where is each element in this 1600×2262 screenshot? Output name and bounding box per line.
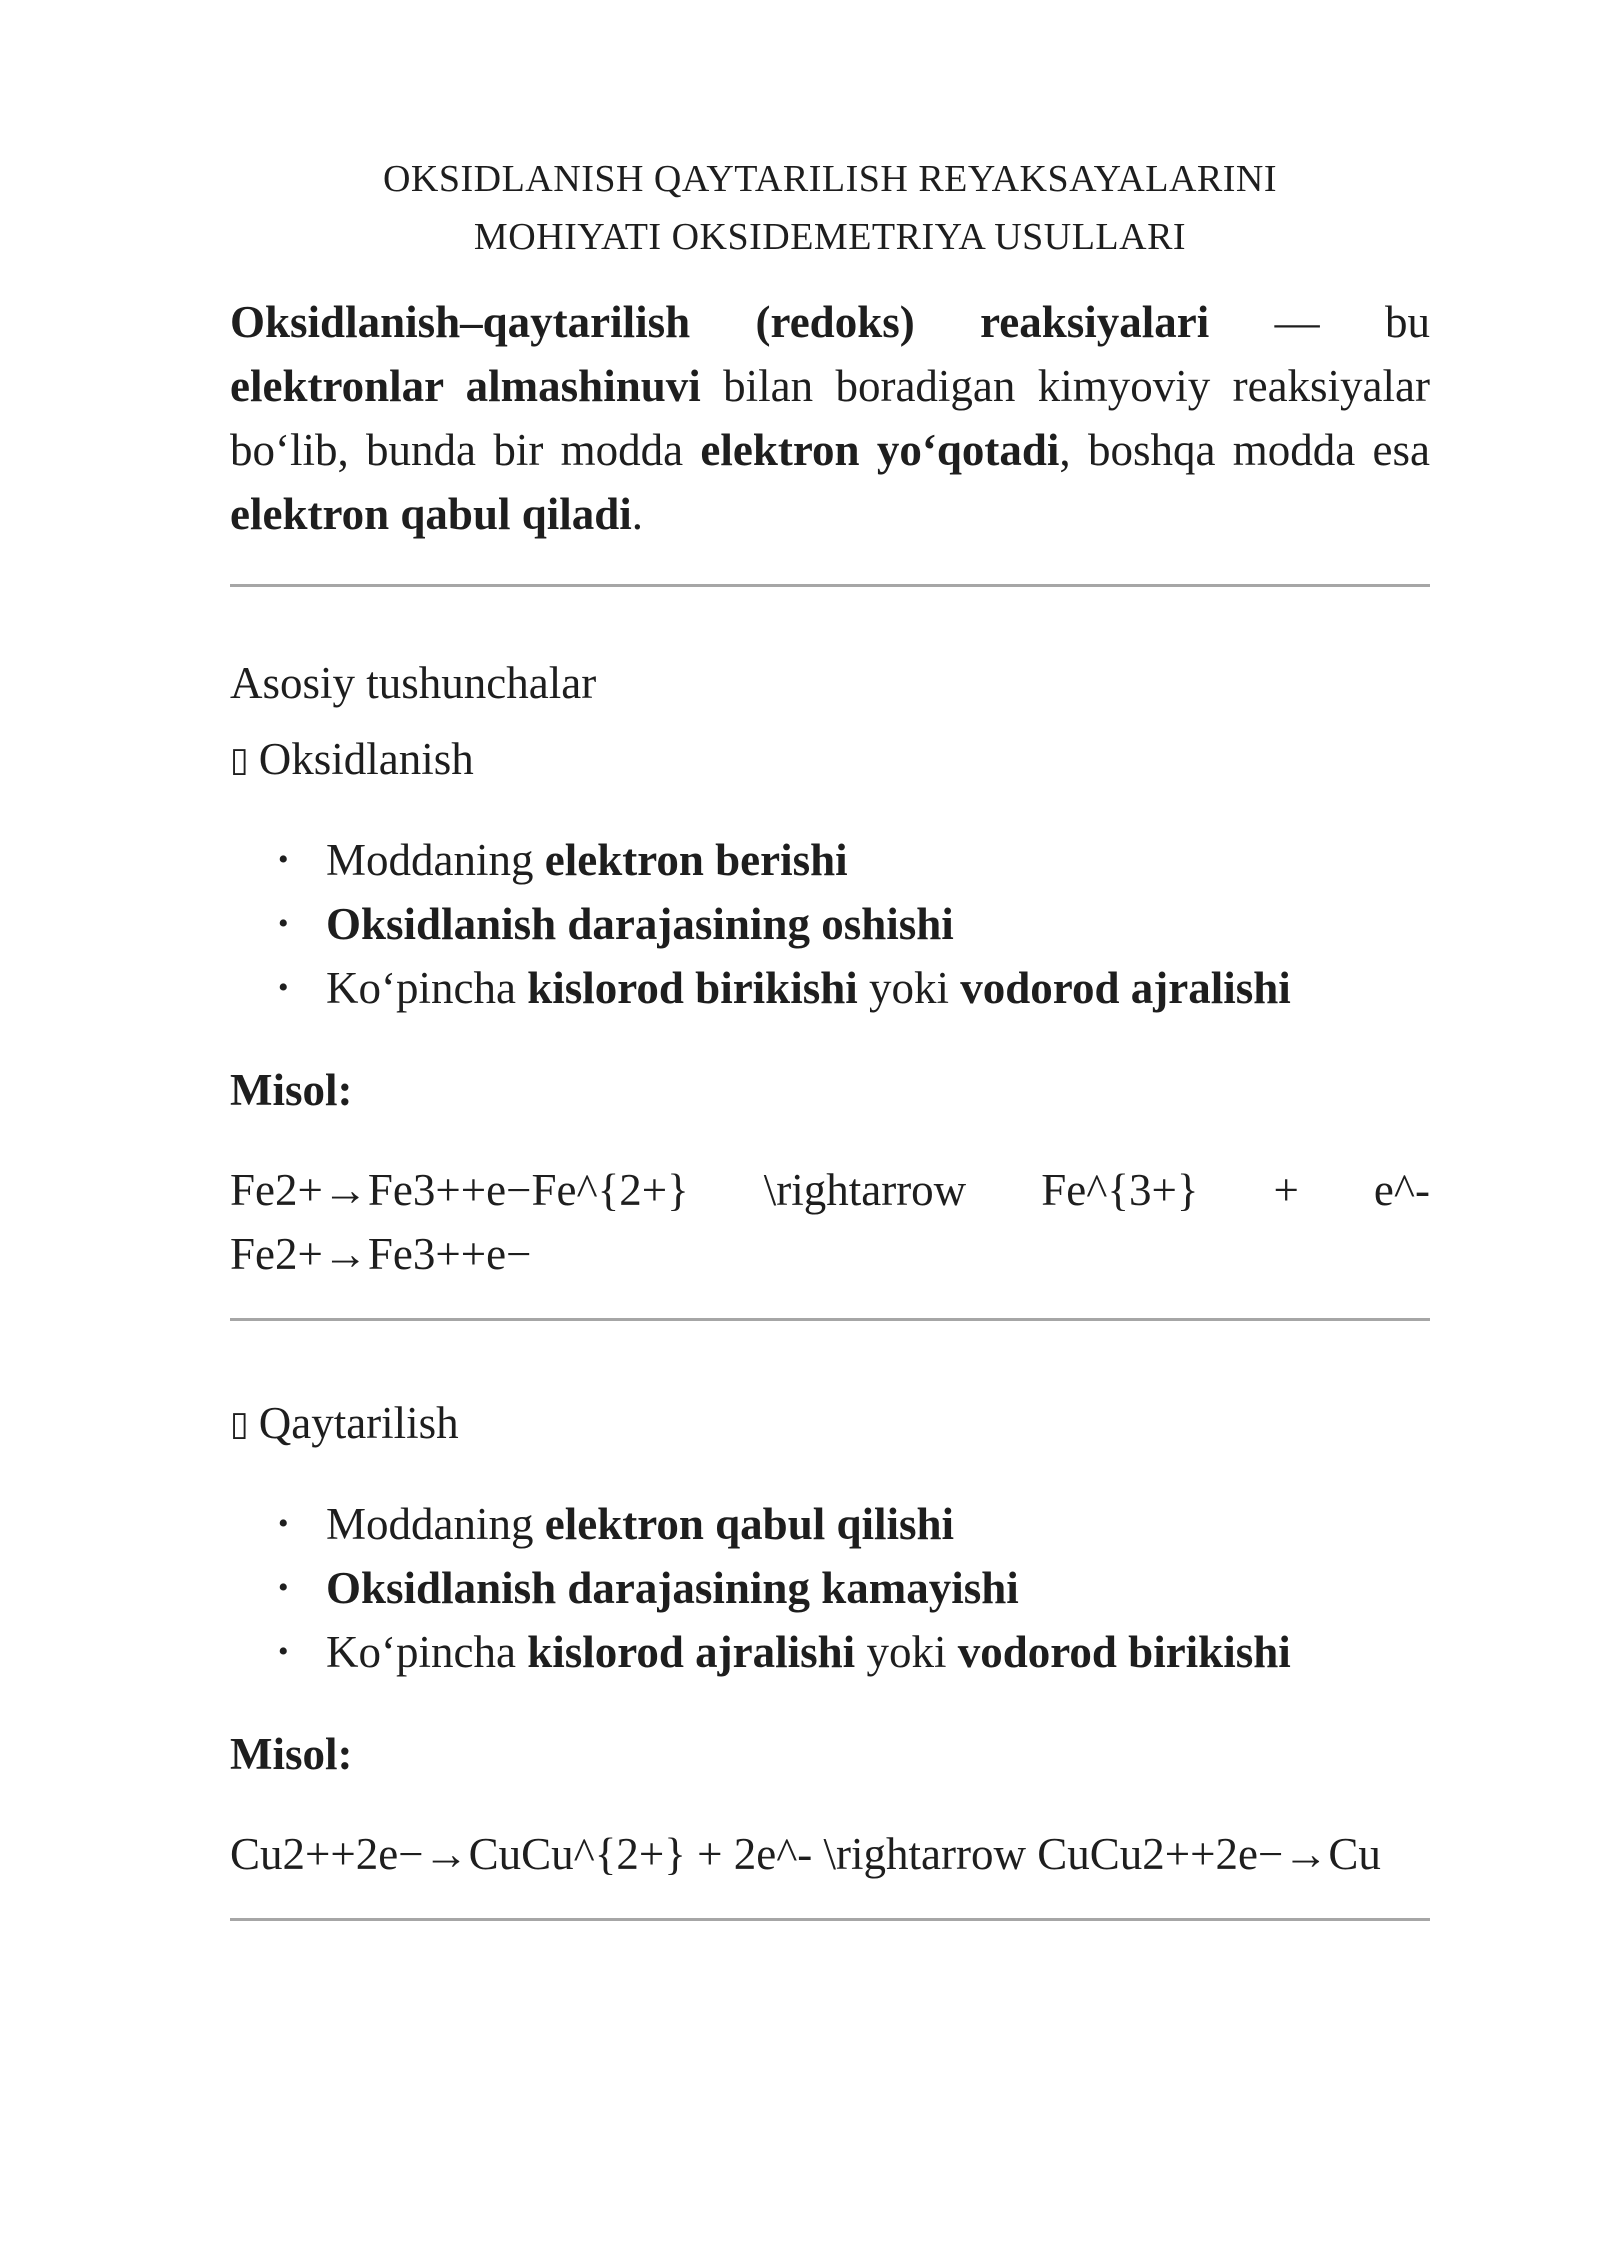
list-item-bold: kislorod ajralishi bbox=[527, 1627, 856, 1677]
misol-label: Misol: bbox=[230, 1065, 353, 1115]
list-item-bold: vodorod birikishi bbox=[957, 1627, 1291, 1677]
list-item-bold: Oksidlanish darajasining kamayishi bbox=[326, 1563, 1019, 1613]
list-item bbox=[230, 828, 1430, 892]
intro-text: bilan boradigan kimyoviy reaksiyalar bo‘lib, bunda bir modda bbox=[230, 361, 1430, 475]
intro-bold-term: elektron yo‘qotadi bbox=[700, 425, 1060, 475]
list-item-bold: elektron qabul qilishi bbox=[544, 1499, 955, 1549]
list-item bbox=[230, 892, 1430, 956]
list-item-text: Moddaning bbox=[326, 835, 545, 885]
intro-text: . bbox=[631, 489, 644, 539]
missing-glyph-icon: ▯ bbox=[230, 740, 249, 780]
qaytarilish-heading bbox=[230, 1391, 1430, 1456]
list-item bbox=[230, 1492, 1430, 1556]
intro-bold-term: elektronlar almashinuvi bbox=[230, 361, 701, 411]
title-line-2: MOHIYATI OKSIDEMETRIYA USULLARI bbox=[473, 216, 1187, 258]
missing-glyph-icon: ▯ bbox=[230, 1404, 249, 1444]
intro-text: , boshqa modda esa bbox=[1059, 425, 1430, 475]
list-item-bold: Oksidlanish darajasining oshishi bbox=[326, 899, 954, 949]
list-item-text: yoki bbox=[855, 1627, 958, 1677]
list-item bbox=[230, 956, 1430, 1020]
intro-paragraph bbox=[230, 290, 1430, 546]
divider bbox=[230, 1318, 1430, 1321]
divider bbox=[230, 584, 1430, 587]
list-item-bold: elektron berishi bbox=[544, 835, 848, 885]
list-item-text: Ko‘pincha bbox=[326, 963, 528, 1013]
list-item-text: Moddaning bbox=[326, 1499, 545, 1549]
list-item bbox=[230, 1620, 1430, 1684]
bullet-icon: • bbox=[278, 907, 289, 940]
document-page bbox=[230, 150, 1430, 1921]
bullet-icon: • bbox=[278, 1571, 289, 1604]
qaytarilish-list bbox=[230, 1492, 1430, 1684]
list-item-bold: kislorod birikishi bbox=[527, 963, 858, 1013]
intro-bold-term: elektron qabul qiladi bbox=[230, 489, 632, 539]
title-line-1: OKSIDLANISH QAYTARILISH REYAKSAYALARINI bbox=[382, 158, 1278, 200]
bullet-icon: • bbox=[278, 1635, 289, 1668]
intro-text: — bu bbox=[1209, 297, 1430, 347]
list-item-bold: vodorod ajralishi bbox=[960, 963, 1291, 1013]
oksidlanish-heading-label: Oksidlanish bbox=[258, 734, 474, 784]
bullet-icon: • bbox=[278, 1507, 289, 1540]
oksidlanish-heading bbox=[230, 727, 1430, 792]
divider bbox=[230, 1918, 1430, 1921]
section-heading: Asosiy tushunchalar bbox=[230, 658, 597, 708]
misol-label: Misol: bbox=[230, 1729, 353, 1779]
bullet-icon: • bbox=[278, 971, 289, 1004]
oksidlanish-formula: Fe2+→Fe3++e−Fe^{2+} \rightarrow Fe^{3+} + e^- Fe2+→Fe3++e− bbox=[230, 1165, 1430, 1279]
qaytarilish-heading-label: Qaytarilish bbox=[258, 1398, 459, 1448]
intro-bold-term: Oksidlanish–qaytarilish (redoks) reaksiyalari bbox=[230, 297, 1210, 347]
bullet-icon: • bbox=[278, 843, 289, 876]
document-title bbox=[230, 150, 1430, 266]
oksidlanish-list bbox=[230, 828, 1430, 1020]
list-item-text: yoki bbox=[857, 963, 961, 1013]
list-item-text: Ko‘pincha bbox=[326, 1627, 528, 1677]
list-item bbox=[230, 1556, 1430, 1620]
qaytarilish-formula: Cu2++2e−→CuCu^{2+} + 2e^- \rightarrow CuCu2++2e−→Cu bbox=[230, 1829, 1381, 1879]
